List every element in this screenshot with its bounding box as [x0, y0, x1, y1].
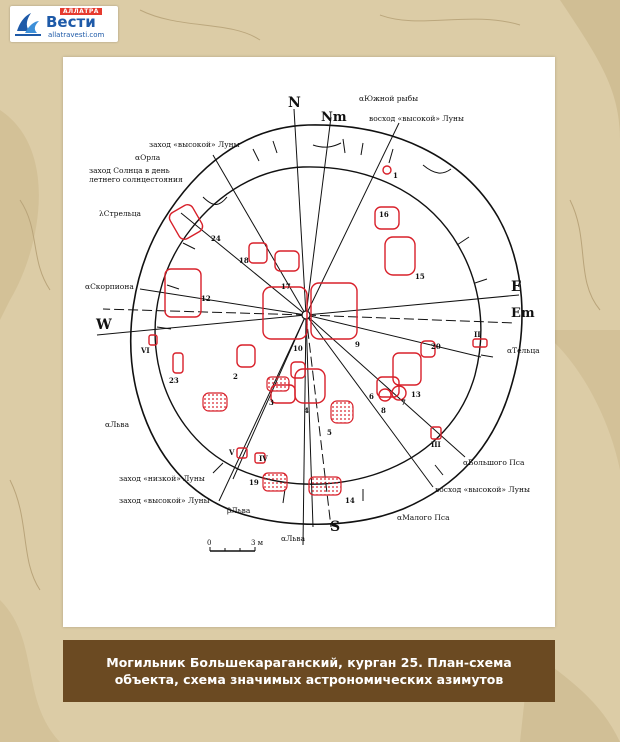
- svg-text:6: 6: [369, 392, 374, 401]
- grave-18: [249, 243, 267, 263]
- plan-paper: [63, 57, 555, 627]
- svg-text:20: 20: [431, 342, 441, 351]
- svg-text:12: 12: [201, 294, 211, 303]
- label-high-moonset-nw: заход «высокой» Луны: [149, 140, 240, 149]
- burial-mound-plan: [63, 57, 555, 627]
- svg-text:2: 2: [233, 372, 238, 381]
- svg-text:IV: IV: [259, 454, 268, 463]
- svg-text:19: 19: [249, 478, 259, 487]
- svg-text:V: V: [229, 448, 235, 457]
- label-low-moonset: заход «низкой» Луны: [119, 474, 205, 483]
- label-scorpius: αСкорпиона: [85, 282, 134, 291]
- logo-brand-top: АЛЛАТРА: [60, 8, 102, 15]
- grave-8: [379, 389, 391, 401]
- magnetic-north-label: Nm: [321, 110, 347, 125]
- svg-text:17: 17: [281, 282, 291, 291]
- svg-text:III: III: [431, 440, 441, 449]
- svg-text:8: 8: [381, 406, 386, 415]
- scale-start-label: 0: [207, 539, 212, 547]
- figure-caption: [63, 640, 555, 702]
- label-taurus: αТельца: [507, 346, 540, 355]
- label-solstice-sunset-2: летнего солнцестояния: [89, 175, 183, 184]
- svg-text:14: 14: [345, 496, 355, 505]
- grave-4: [295, 369, 325, 403]
- grave-13: [393, 353, 421, 385]
- center-point: [302, 311, 310, 319]
- grave-2: [237, 345, 255, 367]
- label-leo-alpha-bottom: αЛьва: [281, 534, 306, 543]
- logo-brand-name: Вести: [46, 13, 96, 31]
- grave-12: [165, 269, 201, 317]
- svg-text:1: 1: [393, 171, 398, 180]
- north-label: N: [288, 95, 301, 111]
- svg-text:3: 3: [269, 398, 274, 407]
- svg-text:9: 9: [355, 340, 360, 349]
- logo-url: allatravesti.com: [48, 31, 105, 39]
- azimuth-labels: [85, 94, 540, 543]
- label-high-moonset-sw: заход «высокой» Луны: [119, 496, 210, 505]
- grave-central-west: [263, 287, 307, 339]
- svg-text:7: 7: [401, 398, 406, 407]
- south-label: S: [330, 519, 341, 535]
- caption-line-1: Могильник Большекараганский, курган 25. План-схема: [106, 655, 512, 670]
- svg-text:VI: VI: [141, 346, 150, 355]
- label-solstice-sunset-1: заход Солнца в день: [89, 166, 170, 175]
- label-leo-alpha-left: αЛьва: [105, 420, 130, 429]
- east-label: E: [511, 279, 522, 295]
- svg-text:10: 10: [293, 344, 303, 353]
- label-high-moonrise-se: восход «высокой» Луны: [435, 485, 530, 494]
- label-aquila: αОрла: [135, 153, 161, 162]
- west-label: W: [96, 317, 112, 333]
- grave-1: [383, 166, 391, 174]
- magnetic-east-label: Em: [511, 306, 535, 321]
- label-southern-fish: αЮжной рыбы: [359, 94, 419, 103]
- svg-text:13: 13: [411, 390, 421, 399]
- caption-line-2: объекта, схема значимых астрономических азимутов: [114, 672, 504, 687]
- label-sagittarius: λСтрельца: [99, 209, 142, 218]
- site-logo[interactable]: [10, 6, 118, 42]
- grave-III: [431, 427, 441, 439]
- svg-text:24: 24: [211, 234, 221, 243]
- wave-logo-icon: [13, 9, 43, 39]
- label-high-moonrise-ne: восход «высокой» Луны: [369, 114, 464, 123]
- svg-text:II: II: [474, 330, 481, 339]
- label-canis-major: αБольшого Пса: [463, 458, 525, 467]
- svg-text:23: 23: [169, 376, 179, 385]
- label-leo-beta: βЛьва: [227, 506, 251, 515]
- svg-text:4: 4: [304, 406, 309, 415]
- svg-text:5: 5: [327, 428, 332, 437]
- svg-text:18: 18: [239, 256, 249, 265]
- svg-text:15: 15: [415, 272, 425, 281]
- grave-23: [173, 353, 183, 373]
- svg-text:16: 16: [379, 210, 389, 219]
- grave-15: [385, 237, 415, 275]
- scale-end-label: 3 м: [251, 539, 264, 547]
- label-canis-minor: αМалого Пса: [397, 513, 450, 522]
- ditch-hatching: [157, 139, 493, 503]
- scale-bar: [207, 539, 264, 551]
